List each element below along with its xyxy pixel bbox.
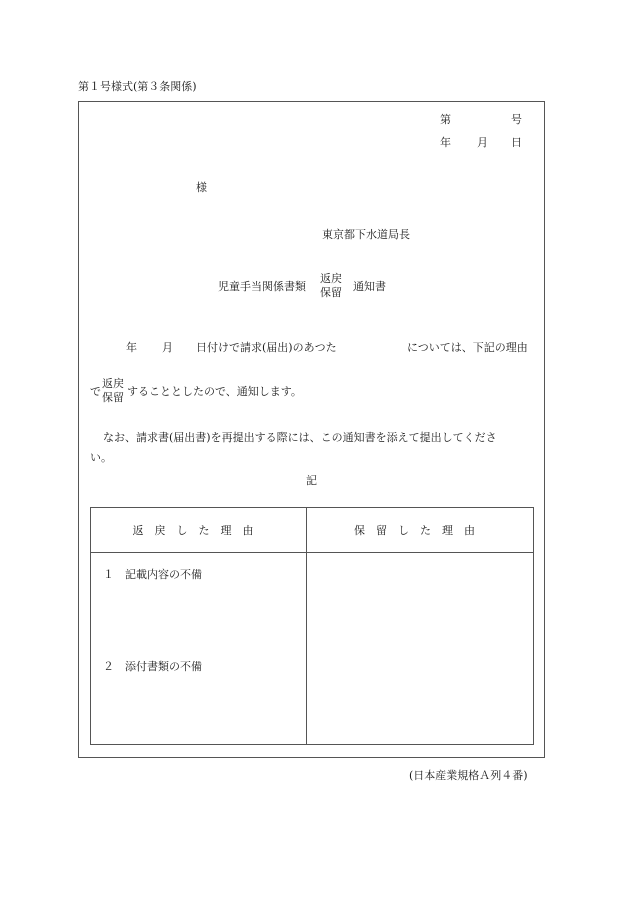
return-reason-header: 返戻した理由 xyxy=(91,508,307,553)
body-line2-stack-bottom: 保留 xyxy=(102,390,124,404)
body-about-text: については、下記の理由 xyxy=(407,341,528,354)
date-month-label: 月 xyxy=(477,136,488,149)
form-header: 第１号様式(第３条関係) xyxy=(78,80,197,93)
body-line2-prefix: で xyxy=(90,385,101,398)
body-para2-line1: なお、請求書(届出書)を再提出する際には、この通知書を添えて提出してくださ xyxy=(103,431,497,444)
footer-paper-size: (日本産業規格Ａ列４番) xyxy=(409,769,528,782)
hold-reason-header: 保留した理由 xyxy=(307,508,534,553)
reason-item-1: １ 記載内容の不備 xyxy=(103,568,202,581)
body-month-label: 月 xyxy=(162,341,173,354)
body-line2-stack-top: 返戻 xyxy=(102,377,124,390)
date-day-label: 日 xyxy=(511,136,522,149)
date-year-label: 年 xyxy=(440,136,451,149)
reasons-body-row xyxy=(91,553,534,745)
title-stack-bottom: 保留 xyxy=(320,285,342,299)
body-line2-text: することとしたので、通知します。 xyxy=(127,385,302,398)
issuer-name: 東京都下水道局長 xyxy=(322,228,410,241)
ki-label: 記 xyxy=(306,474,317,487)
reason-item-2: ２ 添付書類の不備 xyxy=(103,660,202,673)
title-stack-top: 返戻 xyxy=(320,272,342,285)
reasons-header-row xyxy=(91,508,534,553)
body-line2-stack xyxy=(102,377,124,405)
body-year-label: 年 xyxy=(126,341,137,354)
reasons-table xyxy=(90,507,534,745)
title-prefix: 児童手当関係書類 xyxy=(218,280,306,293)
number-label-dai: 第 xyxy=(440,113,451,126)
body-date-text: 日付けで請求(届出)のあつた xyxy=(196,341,337,354)
recipient-suffix: 様 xyxy=(196,181,207,194)
hold-reason-cell xyxy=(307,553,534,745)
number-label-go: 号 xyxy=(511,113,522,126)
return-reason-cell xyxy=(91,553,307,745)
body-para2-line2: い。 xyxy=(90,451,112,464)
title-suffix: 通知書 xyxy=(353,280,386,293)
title-stack xyxy=(320,272,342,300)
